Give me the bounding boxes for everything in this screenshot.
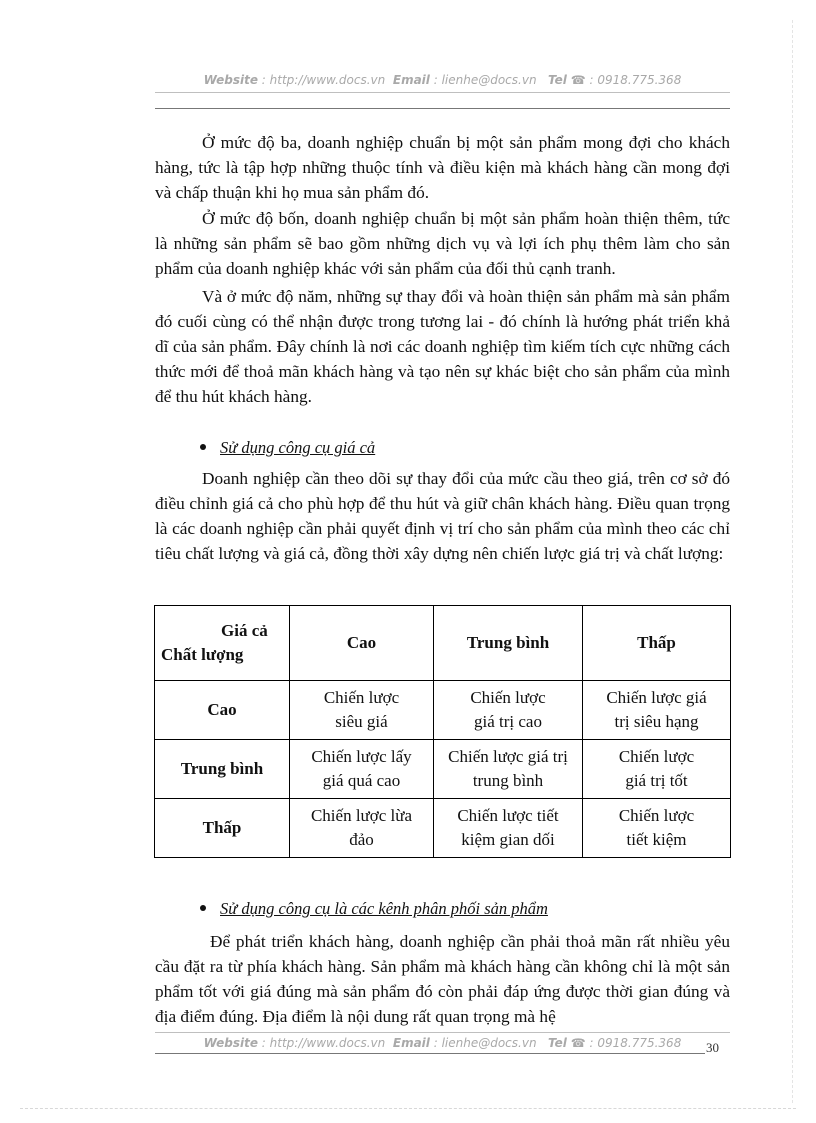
header-website: : http://www.docs.vn [257, 73, 386, 87]
section-heading-text: Sử dụng công cụ giá cả [220, 438, 376, 457]
section-heading-text: Sử dụng công cụ là các kênh phân phối sản phẩm [220, 899, 548, 918]
page-footer [155, 1034, 730, 1052]
price-quality-strategy-table [154, 605, 731, 858]
column-header: Thấp [583, 606, 731, 681]
corner-quality-label: Chất lượng [161, 645, 244, 664]
row-header: Cao [155, 681, 290, 740]
table-row [155, 681, 731, 740]
section-heading-distribution [200, 899, 548, 919]
paragraph-level-five: Và ở mức độ năm, những sự thay đổi và hoàn thiện sản phẩm mà sản phẩm đó cuối cùng có thể nhận được trong tương lai - đó chính là hướng phát triển khả dĩ của sản phẩm. Đây chính là nơi các doanh nghiệp tìm kiếm tích cực những cách thức mới để thoả mãn khách hàng và tạo nên sự khác biệt cho sản phẩm của mình để thu hút khách hàng. [155, 287, 730, 406]
table-cell: Chiến lược siêu giá [290, 681, 434, 740]
table-cell: Chiến lược lấy giá quá cao [290, 740, 434, 799]
table-row [155, 740, 731, 799]
header-rule [155, 108, 730, 109]
page-edge [20, 1108, 796, 1109]
page-header [155, 70, 730, 90]
header-website-label: Website [203, 73, 258, 87]
column-header: Trung bình [434, 606, 583, 681]
paragraph-level-four: Ở mức độ bốn, doanh nghiệp chuẩn bị một sản phẩm hoàn thiện thêm, tức là những sản phẩm sẽ bao gồm những dịch vụ và lợi ích phụ thêm làm cho sản phẩm của doanh nghiệp khác với sản phẩm của đối thủ cạnh tranh. [155, 209, 730, 278]
header-tel-label: Tel [548, 73, 567, 87]
table-cell: Chiến lược giá trị cao [434, 681, 583, 740]
footer-tel-label: Tel [548, 1036, 567, 1050]
footer-rule [155, 1053, 705, 1054]
header-tel: ☎ : 0918.775.368 [570, 73, 682, 87]
footer-tel: ☎ : 0918.775.368 [570, 1036, 682, 1050]
row-header: Trung bình [155, 740, 290, 799]
column-header: Cao [290, 606, 434, 681]
row-header: Thấp [155, 799, 290, 858]
table-corner-cell [155, 606, 290, 681]
footer-email: : lienhe@docs.vn [429, 1036, 537, 1050]
header-email: : lienhe@docs.vn [429, 73, 537, 87]
page-number: 30 [706, 1040, 719, 1055]
table-cell: Chiến lược giá trị tốt [583, 740, 731, 799]
table-header-row [155, 606, 731, 681]
header-email-label: Email [392, 73, 430, 87]
paragraph-level-three: Ở mức độ ba, doanh nghiệp chuẩn bị một sản phẩm mong đợi cho khách hàng, tức là tập hợp những thuộc tính và điều kiện mà khách hàng cần mong đợi và chấp thuận khi họ mua sản phẩm đó. [155, 133, 730, 202]
paragraph-price-tool: Doanh nghiệp cần theo dõi sự thay đổi của mức cầu theo giá, trên cơ sở đó điều chỉnh giá cả cho phù hợp để thu hút và giữ chân khách hàng. Điều quan trọng là các doanh nghiệp cần phải quyết định vị trí cho sản phẩm của mình theo các chỉ tiêu chất lượng và giá cả, đồng thời xây dựng nên chiến lược giá trị và chất lượng: [155, 469, 730, 563]
bullet-icon [200, 444, 206, 450]
footer-rule [155, 1032, 730, 1033]
table-cell: Chiến lược tiết kiệm [583, 799, 731, 858]
section-heading-price [200, 438, 375, 458]
corner-price-label: Giá cả [221, 621, 268, 640]
header-rule [155, 92, 730, 93]
footer-website-label: Website [203, 1036, 258, 1050]
paragraph-distribution: Để phát triển khách hàng, doanh nghiệp cần phải thoả mãn rất nhiều yêu cầu đặt ra từ phía khách hàng. Sản phẩm mà khách hàng cần không chỉ là một sản phẩm tốt với giá đúng mà sản phẩm đó còn phải đáp ứng được thời gian đúng và địa điểm đúng. Địa điểm là nội dung rất quan trọng mà hệ [155, 932, 730, 1026]
table-cell: Chiến lược tiết kiệm gian dối [434, 799, 583, 858]
footer-website: : http://www.docs.vn [257, 1036, 386, 1050]
table-row [155, 799, 731, 858]
page-edge [792, 20, 793, 1103]
bullet-icon [200, 905, 206, 911]
table-cell: Chiến lược giá trị trung bình [434, 740, 583, 799]
footer-email-label: Email [392, 1036, 430, 1050]
table-cell: Chiến lược giá trị siêu hạng [583, 681, 731, 740]
table-cell: Chiến lược lừa đảo [290, 799, 434, 858]
